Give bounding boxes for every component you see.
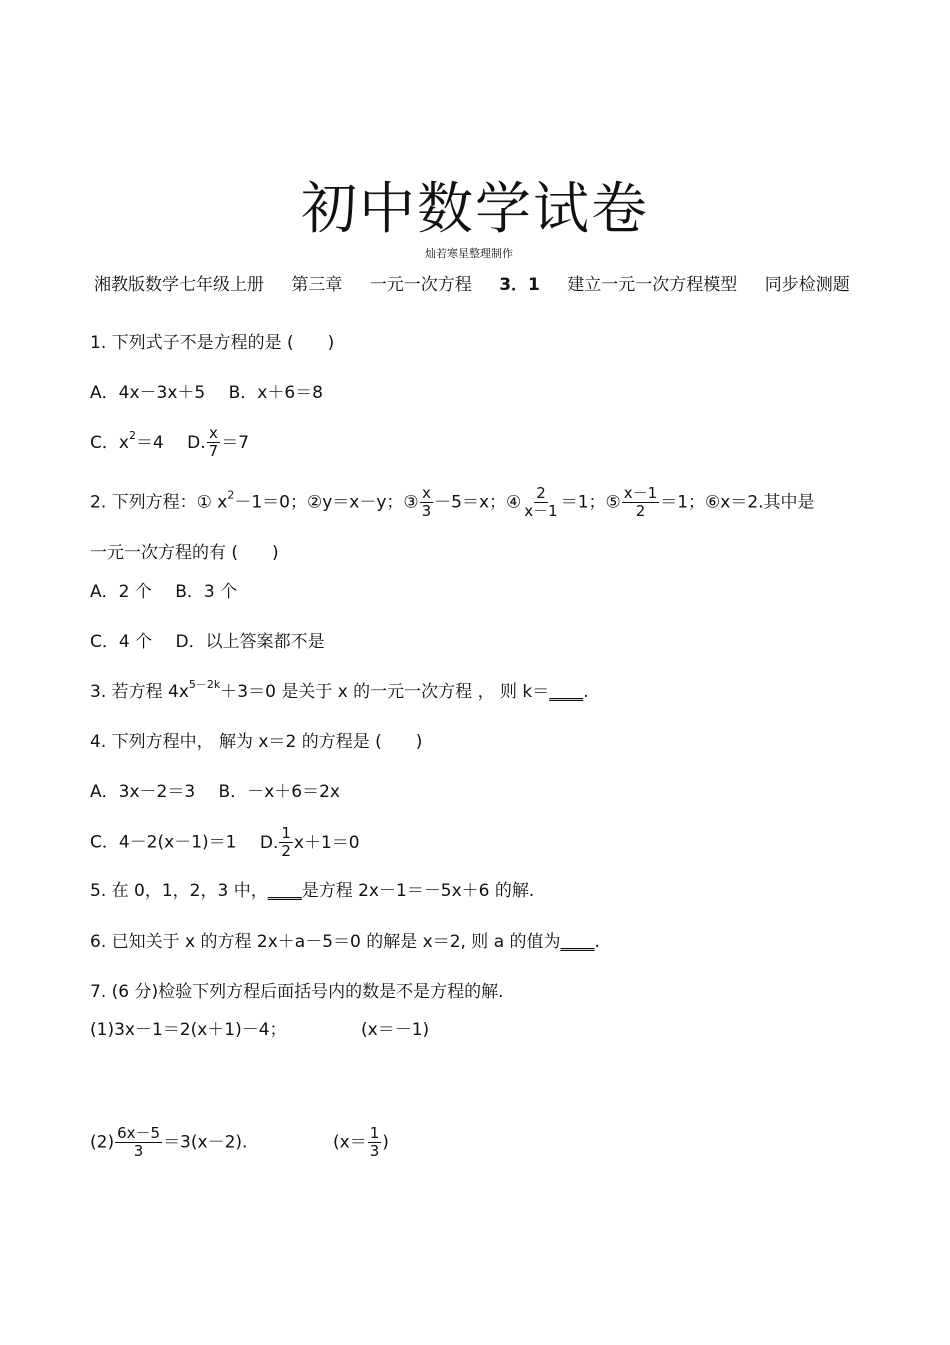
question-2-options-cd bbox=[90, 631, 325, 653]
question-1-option-a: A．4x－3x＋5 bbox=[90, 383, 206, 403]
fraction-denominator: 2 bbox=[635, 502, 646, 520]
fraction-numerator: x bbox=[209, 424, 218, 442]
fraction bbox=[279, 825, 293, 860]
question-3-part: 3. 若方程 4x bbox=[90, 682, 189, 702]
question-7-stem: 7. (6 分)检验下列方程后面括号内的数是不是方程的解. bbox=[90, 982, 504, 1002]
fraction-numerator: 1 bbox=[369, 1124, 380, 1142]
sub-question-rest: ＝3(x－2). bbox=[163, 1132, 248, 1153]
option-c-rest: ＝4 bbox=[135, 432, 164, 453]
value-prefix: (x＝ bbox=[333, 1132, 367, 1153]
fraction bbox=[622, 485, 659, 520]
fraction-numerator: x－1 bbox=[623, 484, 658, 502]
question-3-part: ＋3＝0 是关于 x 的一元一次方程 ， 则 k＝ bbox=[220, 682, 550, 702]
question-4-option-d bbox=[259, 824, 360, 860]
question-3-part: . bbox=[583, 682, 589, 702]
question-1-options-ab bbox=[90, 382, 323, 404]
question-4-option-a: A．3x－2＝3 bbox=[90, 782, 196, 802]
question-1-stem: 1. 下列式子不是方程的是 ( ) bbox=[90, 333, 335, 353]
question-7-sub-2-value bbox=[333, 1125, 389, 1160]
question-1-options-cd bbox=[90, 425, 249, 460]
question-5-part: 是方程 2x－1＝－5x＋6 的解. bbox=[301, 881, 535, 901]
test-type: 同步检测题 bbox=[764, 275, 850, 295]
option-d-rest: x＋1＝0 bbox=[293, 832, 360, 853]
question-2-part: 2. 下列方程：① x bbox=[90, 492, 228, 513]
fraction bbox=[368, 1125, 382, 1160]
question-2-stem-line2: 一元一次方程的有 ( ) bbox=[90, 543, 279, 563]
question-6-part: . bbox=[594, 932, 600, 952]
question-4-option-b: B．－x＋6＝2x bbox=[218, 782, 340, 802]
question-5-stem bbox=[90, 880, 534, 902]
fraction-numerator: x bbox=[421, 484, 431, 502]
answer-blank: ____ bbox=[267, 881, 302, 901]
option-d-rest: ＝7 bbox=[221, 432, 250, 453]
question-2-option-b: B．3 个 bbox=[175, 582, 238, 602]
fraction-numerator: 1 bbox=[281, 824, 291, 842]
value-suffix: ) bbox=[382, 1132, 389, 1153]
question-6-part: 6. 已知关于 x 的方程 2x＋a－5＝0 的解是 x＝2, 则 a 的值为 bbox=[90, 932, 561, 952]
course-name: 湘教版数学七年级上册 bbox=[94, 275, 264, 295]
question-2-part: ＝1；⑤ bbox=[560, 492, 621, 513]
exam-header bbox=[94, 270, 872, 295]
question-1-option-c bbox=[90, 428, 164, 453]
fraction bbox=[420, 485, 434, 520]
sub-question-equation: (1)3x－1＝2(x＋1)－4； bbox=[90, 1020, 287, 1040]
sub-question-prefix: (2) bbox=[90, 1132, 115, 1153]
question-4-options-ab bbox=[90, 781, 340, 803]
question-2-part: －5＝x；④ bbox=[434, 492, 522, 513]
question-2-options-ab bbox=[90, 581, 237, 603]
exponent: 5－2k bbox=[188, 678, 221, 691]
question-2-option-c: C．4 个 bbox=[90, 632, 153, 652]
question-5-part: 5. 在 0，1，2，3 中， bbox=[90, 881, 268, 901]
question-2-part: ＝1；⑥x＝2.其中是 bbox=[660, 492, 815, 513]
question-7-sub-2 bbox=[90, 1125, 247, 1160]
fraction-denominator: 3 bbox=[133, 1142, 144, 1160]
option-c-base: C．x bbox=[90, 432, 129, 453]
chapter-name: 一元一次方程 bbox=[369, 275, 472, 295]
question-1-option-b: B．x＋6＝8 bbox=[228, 383, 323, 403]
fraction-numerator: 2 bbox=[536, 484, 546, 502]
option-d-prefix: D. bbox=[259, 832, 279, 853]
fraction-numerator: 6x－5 bbox=[117, 1124, 161, 1142]
question-6-stem bbox=[90, 931, 600, 953]
section-name: 建立一元一次方程模型 bbox=[567, 275, 738, 295]
question-4-option-c: C．4－2(x－1)＝1 bbox=[90, 832, 237, 853]
question-2-option-d: D．以上答案都不是 bbox=[175, 632, 325, 652]
chapter-label: 第三章 bbox=[291, 275, 343, 295]
page-title: 初中数学试卷 bbox=[301, 177, 649, 242]
fraction-denominator: 7 bbox=[208, 442, 219, 460]
question-2-stem bbox=[90, 485, 815, 520]
question-4-options-cd bbox=[90, 825, 360, 860]
question-2-option-a: A．2 个 bbox=[90, 582, 152, 602]
option-c-exponent: 2 bbox=[128, 428, 136, 442]
answer-blank: ____ bbox=[549, 682, 584, 702]
fraction-denominator: x－1 bbox=[524, 502, 558, 520]
option-d-prefix: D. bbox=[187, 432, 206, 453]
fraction bbox=[207, 425, 221, 460]
fraction-denominator: 2 bbox=[281, 842, 291, 860]
fraction bbox=[115, 1125, 162, 1160]
fraction-denominator: 3 bbox=[421, 502, 432, 520]
section-number: 3．1 bbox=[499, 275, 540, 295]
fraction bbox=[522, 485, 559, 520]
question-1-option-d bbox=[187, 424, 250, 460]
question-7-sub-1-value: (x＝－1) bbox=[361, 1020, 430, 1040]
page-subtitle: 灿若寒星整理制作 bbox=[425, 247, 513, 260]
question-4-stem: 4. 下列方程中， 解为 x＝2 的方程是 ( ) bbox=[90, 732, 423, 752]
question-3-stem bbox=[90, 678, 589, 703]
exponent: 2 bbox=[227, 488, 235, 502]
question-7-sub-1 bbox=[90, 1019, 287, 1041]
question-2-part: －1＝0；②y＝x－y；③ bbox=[234, 492, 419, 513]
answer-blank: ____ bbox=[560, 932, 595, 952]
fraction-denominator: 3 bbox=[369, 1142, 380, 1160]
